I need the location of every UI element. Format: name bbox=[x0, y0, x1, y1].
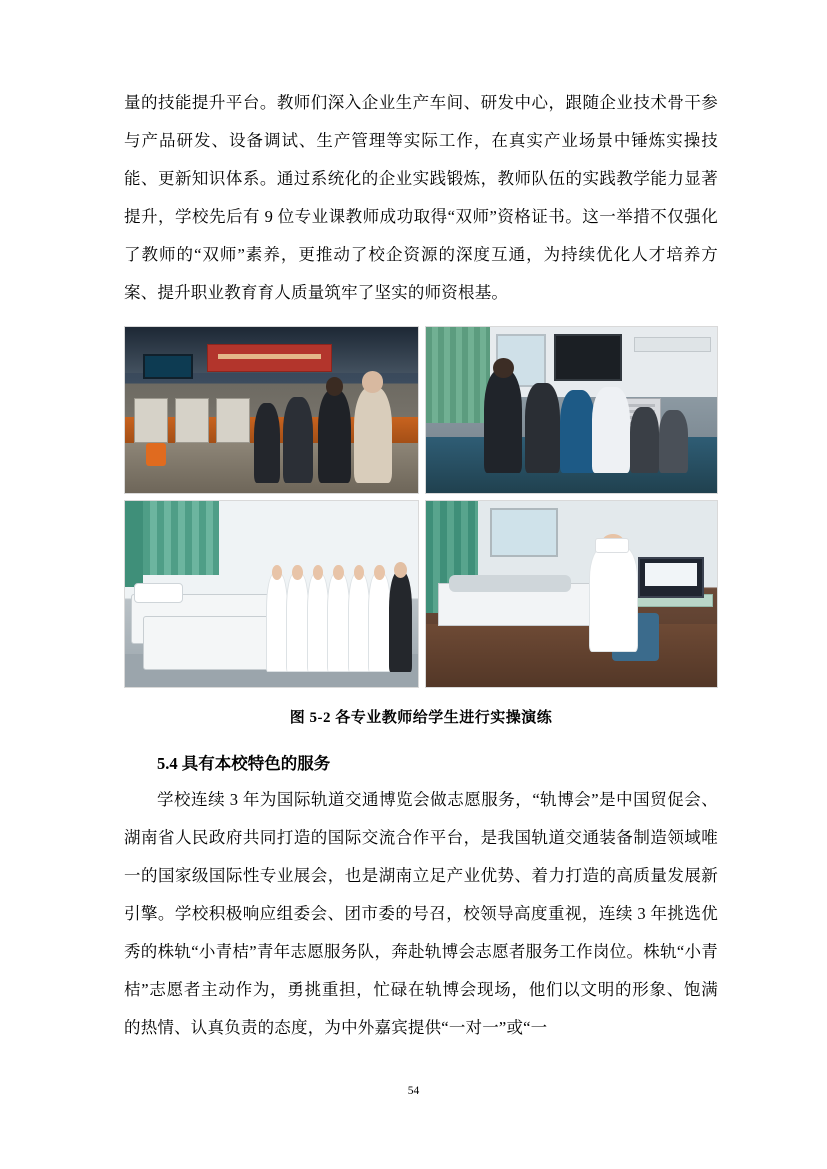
workshop-control-cabinet bbox=[175, 398, 209, 443]
lab-student bbox=[630, 407, 659, 473]
figure-photo-row-bottom bbox=[124, 500, 718, 688]
workshop-red-banner bbox=[207, 344, 332, 373]
workshop-display-screen bbox=[143, 354, 194, 380]
workshop-teacher bbox=[354, 387, 392, 483]
lab-student bbox=[525, 383, 560, 473]
lab-student bbox=[484, 370, 522, 473]
workshop-toolbox bbox=[146, 443, 167, 466]
ward-nursing-student bbox=[286, 573, 309, 672]
lab-student bbox=[659, 410, 688, 473]
page-number: 54 bbox=[407, 1085, 420, 1097]
lab-teacher bbox=[592, 387, 630, 473]
workshop-control-cabinet bbox=[216, 398, 250, 443]
ward-nursing-student bbox=[307, 573, 330, 672]
room-nurse bbox=[589, 546, 638, 652]
workshop-student bbox=[283, 397, 312, 483]
room-wood-floor bbox=[426, 624, 717, 687]
lab-wall-monitor bbox=[554, 334, 622, 381]
photo-medical-equipment-lab bbox=[425, 326, 718, 494]
workshop-student bbox=[318, 390, 350, 483]
room-laptop bbox=[638, 557, 703, 598]
ward-nursing-student bbox=[327, 573, 350, 672]
figure-caption: 图 5-2 各专业教师给学生进行实操演练 bbox=[289, 710, 553, 726]
section-heading-5-4: 5.4 具有本校特色的服务 bbox=[157, 754, 331, 773]
ward-nursing-student bbox=[348, 573, 371, 672]
page-content bbox=[124, 84, 718, 1047]
ward-curtain-edge bbox=[125, 501, 143, 587]
figure-photo-row-top bbox=[124, 326, 718, 494]
paragraph-volunteer-service: 学校连续 3 年为国际轨道交通博览会做志愿服务，“轨博会”是中国贸促会、湖南省人民政府共同打造的国际交流合作平台，是我国轨道交通装备制造领域唯一的国家级国际性专业展会，也是湖南立足产业优势、着力打造的高质量发展新引擎。学校积极响应组委会、团市委的号召，校领导高度重视，连续 3 年挑选优秀的株轨“小青桔”青年志愿服务队，奔赴轨博会志愿者服务工作岗位。株轨“小青桔”志愿者主动作为，勇挑重担，忙碌在轨博会现场，他们以文明的形象、饱满 的热情、认真负责的态度，为中外嘉宾提供“一对一”或“一 bbox=[124, 790, 718, 1037]
ward-nursing-student bbox=[368, 573, 391, 672]
lab-shelf bbox=[634, 337, 712, 352]
figure-5-2 bbox=[124, 326, 718, 727]
workshop-student bbox=[254, 403, 280, 483]
room-nurse-cap bbox=[595, 538, 629, 553]
ward-pillow bbox=[134, 583, 183, 604]
room-window bbox=[490, 508, 558, 557]
paragraph-teacher-training: 量的技能提升平台。教师们深入企业生产车间、研发中心，跟随企业技术骨干参与产品研发、设备调试、生产管理等实际工作，在真实产业场景中锤炼实操技能、更新知识体系。通过系统化的企业实践锻炼，教师队伍的实践教学能力显著提升，学校先后有 9 位专业课教师成功取得“双师”资格证书。这一举措不仅强化了教师的“双师”素养，更推动了校企资源的深度互通，为持续优化人才培养方案、提升职业教育育人质量筑牢了坚实的师资根基。 bbox=[124, 93, 718, 302]
photo-nursing-ward-demonstration bbox=[124, 500, 419, 688]
room-patient bbox=[449, 575, 571, 592]
ward-teacher bbox=[389, 572, 412, 672]
photo-nurse-with-laptop bbox=[425, 500, 718, 688]
ward-green-curtain bbox=[143, 501, 219, 575]
lab-student bbox=[560, 390, 595, 473]
photo-electrical-training-workshop bbox=[124, 326, 419, 494]
ward-nursing-student bbox=[266, 573, 289, 672]
workshop-control-cabinet bbox=[134, 398, 168, 443]
lab-green-curtain bbox=[426, 327, 490, 423]
